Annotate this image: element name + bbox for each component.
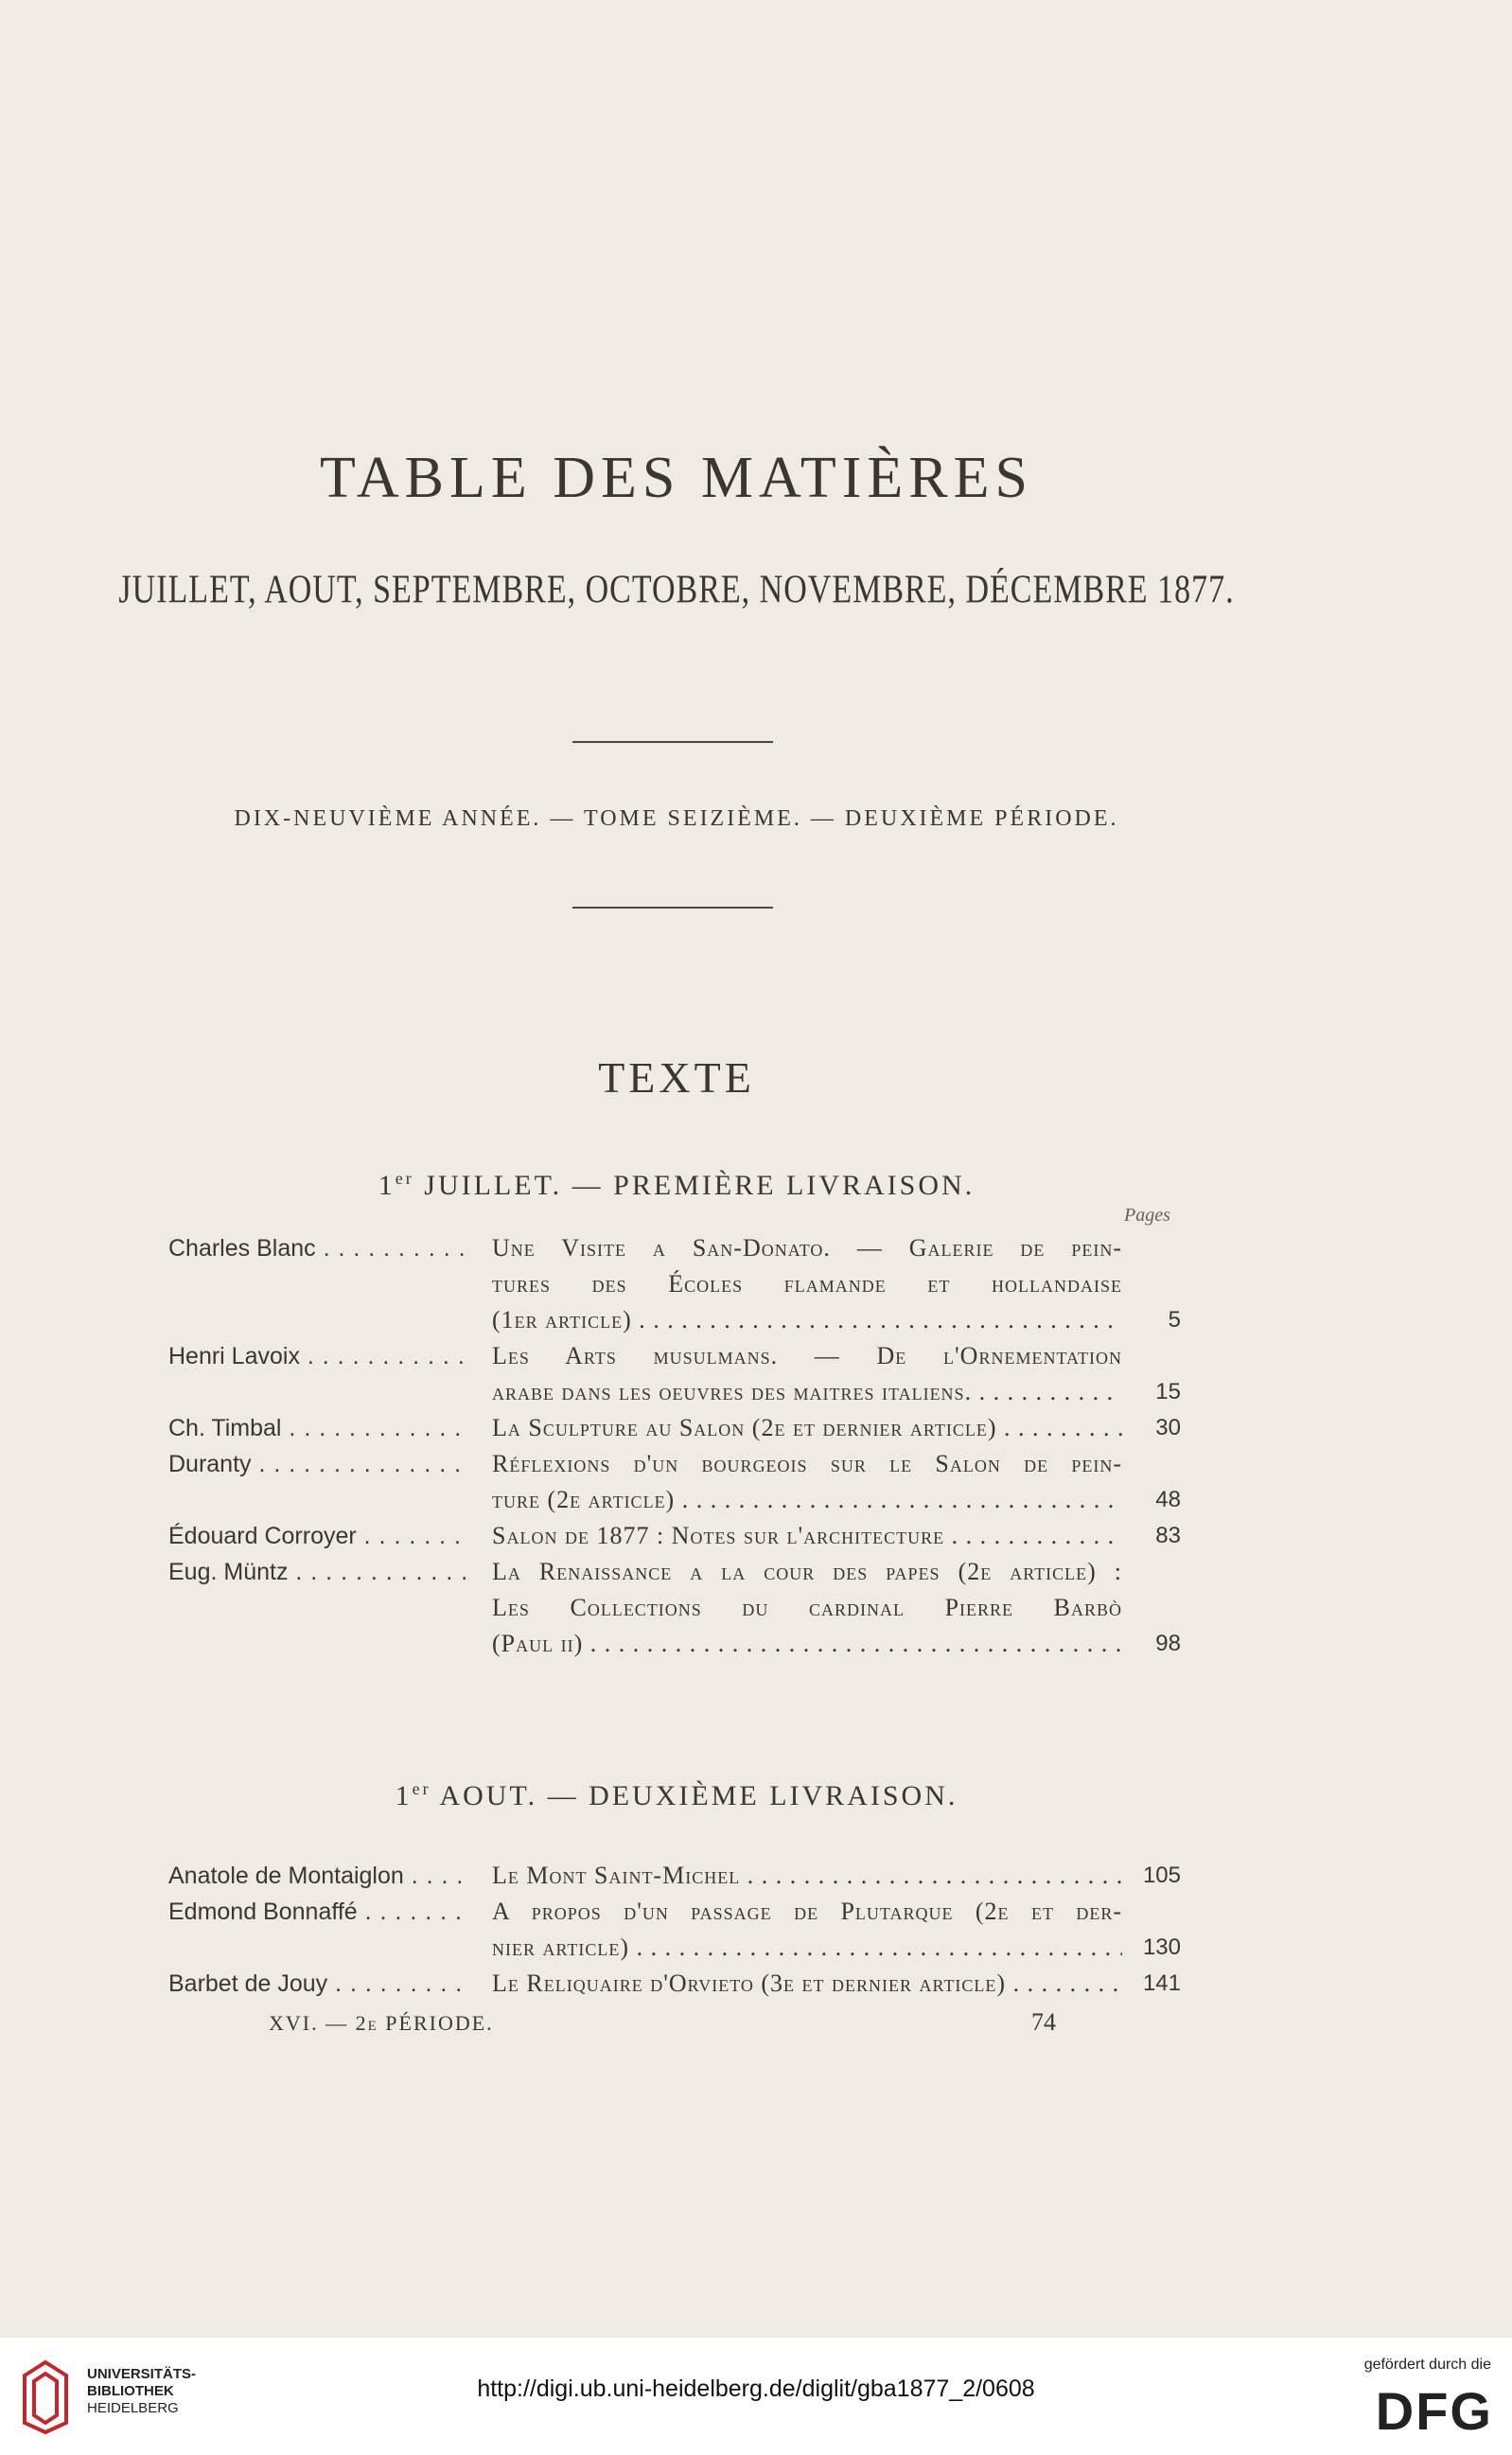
toc-work-title: La Renaissance a la cour des papes (2e article) :: [492, 1558, 1122, 1585]
toc-work-title: La Sculpture au Salon (2e et dernier article) . . .: [492, 1410, 1122, 1446]
university-name: UNIVERSITÄTS- BIBLIOTHEK HEIDELBERG: [87, 2366, 197, 2416]
livraison-heading: [0, 1779, 1353, 1812]
toc-row: [168, 1410, 1181, 1446]
toc-author: Eug. Müntz . . .: [168, 1554, 471, 1590]
toc-work-title: Salon de 1877 : Notes sur l'architecture . . .: [492, 1518, 1122, 1554]
toc-author: Barbet de Jouy . . .: [168, 1966, 471, 2002]
page-subtitle: JUILLET, AOUT, SEPTEMBRE, OCTOBRE, NOVEMBRE, DÉCEMBRE 1877.: [118, 568, 1235, 612]
toc-work-title: Le Reliquaire d'Orvieto (3e et dernier article) . . .: [492, 1966, 1122, 2002]
toc-author: Duranty . . .: [168, 1446, 471, 1482]
permalink[interactable]: http://digi.ub.uni-heidelberg.de/diglit/gba1877_2/0608: [477, 2376, 1035, 2402]
toc-author: Charles Blanc . . .: [168, 1230, 471, 1266]
toc-author: Anatole de Montaiglon . . .: [168, 1858, 471, 1894]
livraison-label: AOUT. — DEUXIÈME LIVRAISON.: [439, 1780, 958, 1811]
toc-work-title: ture (2e article) . . .: [492, 1482, 1122, 1518]
toc-row: [168, 1858, 1181, 1894]
toc-row: [168, 1966, 1181, 2002]
toc-row: [168, 1302, 1181, 1338]
livraison-label: JUILLET. — PREMIÈRE LIVRAISON.: [424, 1170, 976, 1201]
toc-page-number: 83: [1155, 1523, 1181, 1548]
page-title: TABLE DES MATIÈRES: [319, 446, 1034, 510]
funder-caption: gefördert durch die: [1363, 2357, 1491, 2373]
livraison-ordinal: 1: [395, 1780, 413, 1811]
toc-work-title: Réflexions d'un bourgeois sur le Salon de pein-: [492, 1450, 1122, 1477]
toc-work-title: Une Visite a San-Donato. — Galerie de pein-: [492, 1234, 1122, 1262]
toc-work-title: Les Arts musulmans. — De l'Ornementation: [492, 1342, 1122, 1369]
toc-page-number: 48: [1155, 1487, 1181, 1512]
toc-row: [168, 1230, 1181, 1266]
toc-author: Edmond Bonnaffé . . .: [168, 1894, 471, 1930]
toc-page-number: 141: [1142, 1970, 1181, 1996]
toc-work-title: tures des Écoles flamande et hollandaise: [492, 1270, 1122, 1298]
toc-work-title: arabe dans les oeuvres des maitres italiens. . . .: [492, 1374, 1122, 1410]
toc-work-title: nier article) . . .: [492, 1930, 1122, 1966]
toc-row: [168, 1338, 1181, 1374]
toc-page-number: 105: [1142, 1863, 1181, 1888]
livraison-heading: [0, 1169, 1353, 1202]
toc-row: [168, 1482, 1181, 1518]
toc-row: [168, 1894, 1181, 1930]
toc-row: [168, 1266, 1181, 1302]
toc-row: [168, 1446, 1181, 1482]
ordinal-suffix: er: [412, 1779, 431, 1798]
toc-row: [168, 1930, 1181, 1966]
toc-page-number: 15: [1155, 1379, 1181, 1404]
toc-author: Édouard Corroyer . . .: [168, 1518, 471, 1554]
toc-work-title: (Paul ii) . . .: [492, 1626, 1122, 1662]
toc-list: [168, 1858, 1181, 2002]
toc-author: Henri Lavoix . . .: [168, 1338, 471, 1374]
divider: [572, 741, 773, 743]
toc-list: [168, 1230, 1181, 1662]
pages-column-header: Pages: [1124, 1205, 1170, 1226]
toc-page-number: 5: [1168, 1307, 1181, 1333]
volume-line: DIX-NEUVIÈME ANNÉE. — TOME SEIZIÈME. — DEUXIÈME PÉRIODE.: [234, 806, 1119, 831]
dfg-logo: DFG: [1375, 2381, 1493, 2441]
signature-number: 74: [1031, 2008, 1056, 2036]
toc-row: [168, 1626, 1181, 1662]
toc-row: [168, 1518, 1181, 1554]
toc-work-title: Les Collections du cardinal Pierre Barbò: [492, 1594, 1122, 1621]
toc-author: Ch. Timbal . . .: [168, 1410, 471, 1446]
toc-page-number: 98: [1155, 1631, 1181, 1656]
toc-row: [168, 1590, 1181, 1626]
signature-line: XVI. — 2e PÉRIODE.: [269, 2011, 494, 2035]
livraison-ordinal: 1: [378, 1170, 396, 1201]
toc-row: [168, 1374, 1181, 1410]
toc-page-number: 130: [1142, 1934, 1181, 1960]
toc-row: [168, 1554, 1181, 1590]
toc-work-title: A propos d'un passage de Plutarque (2e et der-: [492, 1898, 1122, 1925]
toc-work-title: Le Mont Saint-Michel . . .: [492, 1858, 1122, 1894]
divider: [572, 907, 773, 909]
toc-page-number: 30: [1155, 1415, 1181, 1440]
toc-work-title: (1er article) . . .: [492, 1302, 1122, 1338]
ordinal-suffix: er: [395, 1169, 414, 1188]
section-heading: TEXTE: [598, 1053, 755, 1102]
